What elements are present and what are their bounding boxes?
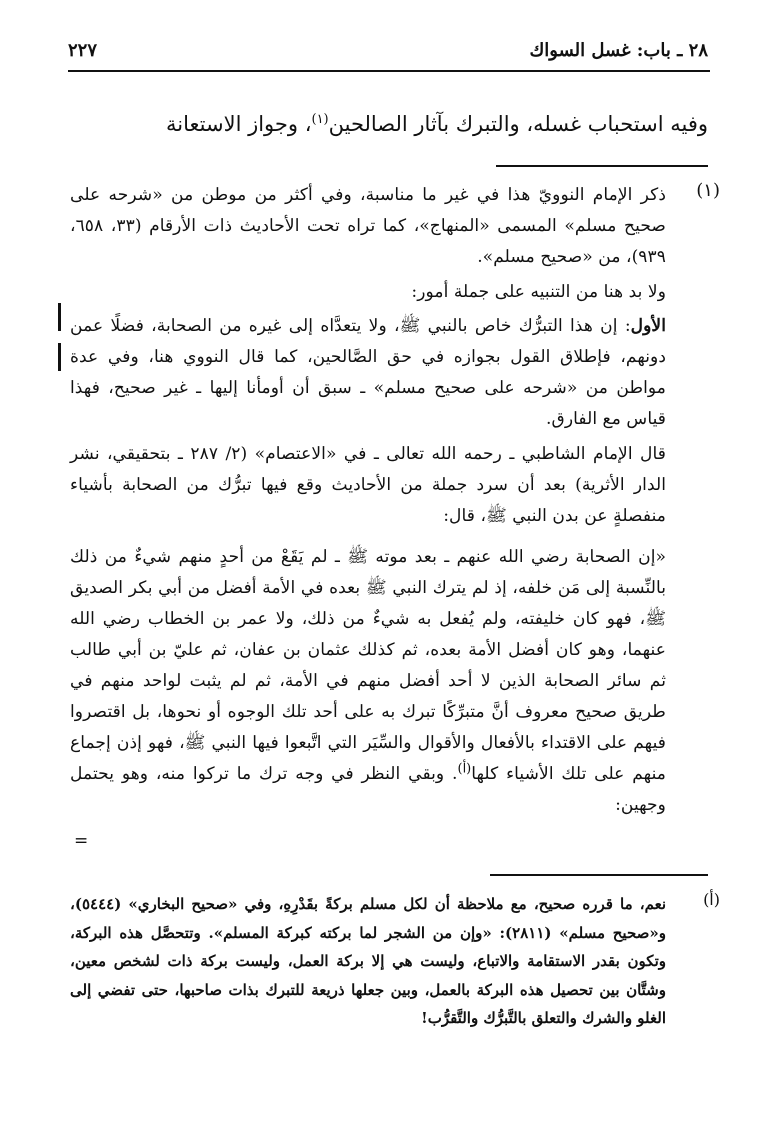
footnote-first-matter [70,311,666,435]
margin-mark [58,343,61,371]
subnote-body: نعم، ما قرره صحيح، مع ملاحظة أن لكل مسلم بركةً بقَدْرِهِ، وفي «صحيح البخاري» (٥٤٤٤)، و«صحيح مسلم» (٢٨١١): «وإن من الشجر لما بركته كبركة المسلم». وتتحصَّل هذه البركة، وتكون بقدر الاستقامة والاتباع، وليست هي إلا بركة العمل، وليست بركة ذات لشخص معين، وشتَّان بين تحصيل هذه البركة بالعمل، وبين جعلها ذريعة للتبرك بذات صاحبها، حتى تفضي إلى الغلو والشرك والتعلق بالتَّبرُّك والتَّقرُّب! [70,895,666,1027]
page-number: ٢٢٧ [68,40,98,61]
footnote-quote [70,542,666,821]
footnote-separator [496,165,708,167]
subnote-number: (أ) [703,890,720,909]
footnote-marker: (١) [311,112,329,127]
quote-text: «إن الصحابة رضي الله عنهم ـ بعد موته ﷺ ـ لم يَقَعْ من أحدٍ منهم شيءٌ من ذلك بالنِّسبة إلى مَن خلفه، إذ لم يترك النبي ﷺ بعده في الأمة أفضل من أبي بكر الصديق ﷺ، فهو كان خليفته، ولم يُفعل به شيءٌ من ذلك، ولا عمر بن الخطاب رضي الله عنهما، وهو كان أفضل الأمة بعده، ثم كذلك عثمان بن عفان، ثم عليّ بن أبي طالب ثم سائر الصحابة الذين لا أحد أفضل منهم في الأمة، ثم لم يثبت لواحد منهم في طريق صحيح معروف أنَّ متبرِّكًا تبرك به على أحد تلك الوجوه أو نحوها، بل اقتصروا فيهم على الاقتداء بالأفعال والأقوال والسِّيَر التي اتَّبعوا فيها النبي ﷺ، فهو إذن إجماع منهم على تلك الأشياء كلها [70,547,666,784]
margin-mark [58,303,61,331]
header-rule [68,70,710,72]
main-text-tail: ، وجواز الاستعانة [166,112,312,136]
footnote [70,180,720,851]
page-header [68,34,708,70]
footnote-shatibi-intro: قال الإمام الشاطبي ـ رحمه الله تعالى ـ في «الاعتصام» (٢/ ٢٨٧ ـ بتحقيقي، نشر الدار الأثرية) بعد أن سرد جملة من الأحاديث وقع فيها تبرُّك من الصحابة بأشياء منفصلةٍ عن بدن النبي ﷺ، قال: [70,444,666,526]
footnote-body [70,180,666,821]
subnote-separator [490,874,708,876]
main-text [68,104,708,144]
quote-marker: (أ) [457,761,472,777]
quote-tail: . وبقي النظر في وجه ترك ما تركوا منه، وهو يحتمل وجهين: [70,764,666,815]
first-matter-text: : إن هذا التبرُّك خاص بالنبي ﷺ، ولا يتعدَّاه إلى غيره من الصحابة، فضلًا عمن دونهم، فإطلاق القول بجوازه في حق الصَّالحين، كما قال النووي هنا، وفي عدة مواطن من «شرحه على صحيح مسلم» ـ سبق أن أومأنا إليها ـ غير صحيح، فهذا قياس مع الفارق. [70,316,666,429]
chapter-title: ٢٨ ـ باب: غسل السواك [529,40,708,61]
subnote [70,890,720,1033]
main-text-body: وفيه استحباب غسله، والتبرك بآثار الصالحين [328,112,708,136]
footnote-number: (١) [696,180,720,201]
first-matter-label: الأول [630,316,666,336]
footnote-matters-intro: ولا بد هنا من التنبيه على جملة أمور: [411,282,666,302]
footnote-intro: ذكر الإمام النوويّ هذا في غير ما مناسبة، وفي أكثر من موطن من «شرحه على صحيح مسلم» المسمى «المنهاج»، كما تراه تحت الأحاديث ذات الأرقام (٣٣، ٦٥٨، ٩٣٩)، من «صحيح مسلم». [70,185,667,267]
continuation-mark: = [74,831,89,851]
